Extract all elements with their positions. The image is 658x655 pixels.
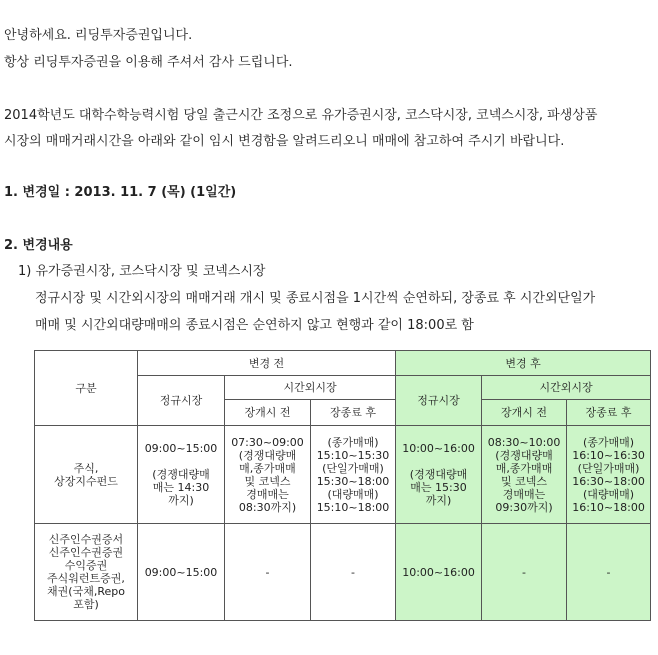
cell-text-line: 07:30~09:00: [231, 435, 304, 449]
cell-text-line: 매는 14:30: [152, 481, 210, 494]
cell-text-line: (경쟁대량매: [495, 448, 553, 462]
cell-text-line: 16:10~18:00: [572, 500, 645, 514]
cell-text-line: 신주인수권증서: [48, 533, 124, 546]
row2-after-regular: [396, 524, 482, 621]
header-before-pre-open: 장개시 전: [225, 400, 311, 426]
cell-text-line: 매,종가매매: [495, 461, 553, 475]
cell-text-line: 15:10~15:30: [316, 448, 390, 462]
cell-text-line: 신주인수권증권: [48, 546, 124, 559]
cell-text-line: (경쟁대량매: [409, 468, 468, 481]
header-before-regular: 정규시장: [138, 376, 225, 426]
row2-before-pre-open: [225, 524, 311, 621]
header-before: 변경 전: [138, 351, 396, 376]
cell-text-line: (경쟁대량매: [152, 468, 210, 481]
description-line-1: 정규시장 및 시간외시장의 매매거래 개시 및 종료시점을 1시간씩 순연하되, 장종료 후 시간외단일가: [35, 291, 596, 306]
cell-text-line: 까지): [168, 494, 194, 507]
header-after: 변경 후: [396, 351, 651, 376]
header-after-regular: 정규시장: [396, 376, 482, 426]
row2-before-regular: [138, 524, 225, 621]
cell-text-line: 까지): [425, 494, 452, 507]
cell-text-line: 09:00~15:00: [144, 442, 218, 455]
schedule-table: [34, 350, 651, 621]
header-before-after-hours: 시간외시장: [225, 376, 396, 400]
cell-text-line: (종가매매): [582, 435, 635, 449]
row1-after-post-close: [567, 426, 651, 524]
cell-text-line: (대량매매): [582, 487, 635, 501]
row1-category: [35, 426, 138, 524]
cell-text-line: 매는 15:30: [410, 481, 467, 494]
cell-text-line: 15:10~18:00: [316, 500, 390, 514]
notice-line-1: 2014학년도 대학수학능력시험 당일 출근시간 조정으로 유가증권시장, 코스닥시장, 코넥스시장, 파생상품: [4, 108, 598, 123]
cell-text-line: (단일가매매): [322, 461, 384, 475]
thanks-text: 항상 리딩투자증권을 이용해 주셔서 감사 드립니다.: [4, 55, 293, 70]
cell-text-line: [140, 455, 222, 468]
cell-text-line: 15:30~18:00: [316, 474, 390, 488]
cell-text-line: (대량매매): [327, 487, 379, 501]
cell-text-line: 08:30까지): [238, 500, 297, 514]
cell-text-line: 주식,: [73, 461, 99, 475]
table-row: [35, 524, 651, 621]
row1-before-regular: [138, 426, 225, 524]
cell-text-line: -: [522, 565, 526, 579]
cell-text-line: 주식워런트증권,: [47, 572, 125, 585]
description-line-2: 매매 및 시간외대량매매의 종료시점은 순연하지 않고 현행과 같이 18:00로 함: [35, 318, 474, 333]
row2-before-post-close: [311, 524, 396, 621]
row2-after-pre-open: [482, 524, 567, 621]
cell-text-line: 08:30~10:00: [487, 435, 561, 449]
cell-text-line: 및 코넥스: [244, 474, 291, 488]
cell-text-line: 상장지수펀드: [54, 474, 118, 488]
header-after-after-hours: 시간외시장: [482, 376, 651, 400]
cell-text-line: 16:30~18:00: [572, 474, 645, 488]
cell-text-line: 09:00~15:00: [144, 565, 218, 579]
row1-before-post-close: [311, 426, 396, 524]
cell-text-line: [398, 455, 479, 468]
notice-line-2: 시장의 매매거래시간을 아래와 같이 임시 변경함을 알려드리오니 매매에 참고하여 주시기 바랍니다.: [4, 134, 565, 149]
cell-text-line: (단일가매매): [577, 461, 640, 475]
cell-text-line: 포함): [73, 598, 99, 611]
cell-text-line: 수익증권: [64, 559, 108, 572]
table-row: [35, 426, 651, 524]
header-before-post-close: 장종료 후: [311, 400, 396, 426]
cell-text-line: 매,종가매매: [239, 461, 296, 475]
cell-text-line: -: [265, 565, 270, 579]
cell-text-line: 16:10~16:30: [572, 448, 645, 462]
cell-text-line: (종가매매): [327, 435, 379, 449]
row1-after-regular: [396, 426, 482, 524]
cell-text-line: -: [351, 565, 355, 579]
cell-text-line: 09:30까지): [495, 500, 553, 514]
cell-text-line: -: [606, 565, 611, 579]
header-after-post-close: 장종료 후: [567, 400, 651, 426]
row1-before-pre-open: [225, 426, 311, 524]
row2-after-post-close: [567, 524, 651, 621]
cell-text-line: 10:00~16:00: [402, 565, 475, 579]
header-category: 구분: [35, 351, 138, 426]
market-subheading: 1) 유가증권시장, 코스닥시장 및 코넥스시장: [18, 264, 266, 279]
greeting-text: 안녕하세요. 리딩투자증권입니다.: [4, 28, 193, 43]
change-content-heading: 2. 변경내용: [4, 238, 73, 253]
cell-text-line: 및 코넥스: [501, 474, 548, 488]
row1-after-pre-open: [482, 426, 567, 524]
cell-text-line: 10:00~16:00: [402, 442, 475, 455]
header-after-pre-open: 장개시 전: [482, 400, 567, 426]
row2-category: [35, 524, 138, 621]
cell-text-line: 채권(국채,Repo: [47, 585, 125, 598]
cell-text-line: 경매매는: [502, 487, 546, 501]
cell-text-line: (경쟁대량매: [238, 448, 297, 462]
cell-text-line: 경매매는: [246, 487, 289, 501]
change-date-heading: 1. 변경일 : 2013. 11. 7 (목) (1일간): [4, 185, 237, 200]
